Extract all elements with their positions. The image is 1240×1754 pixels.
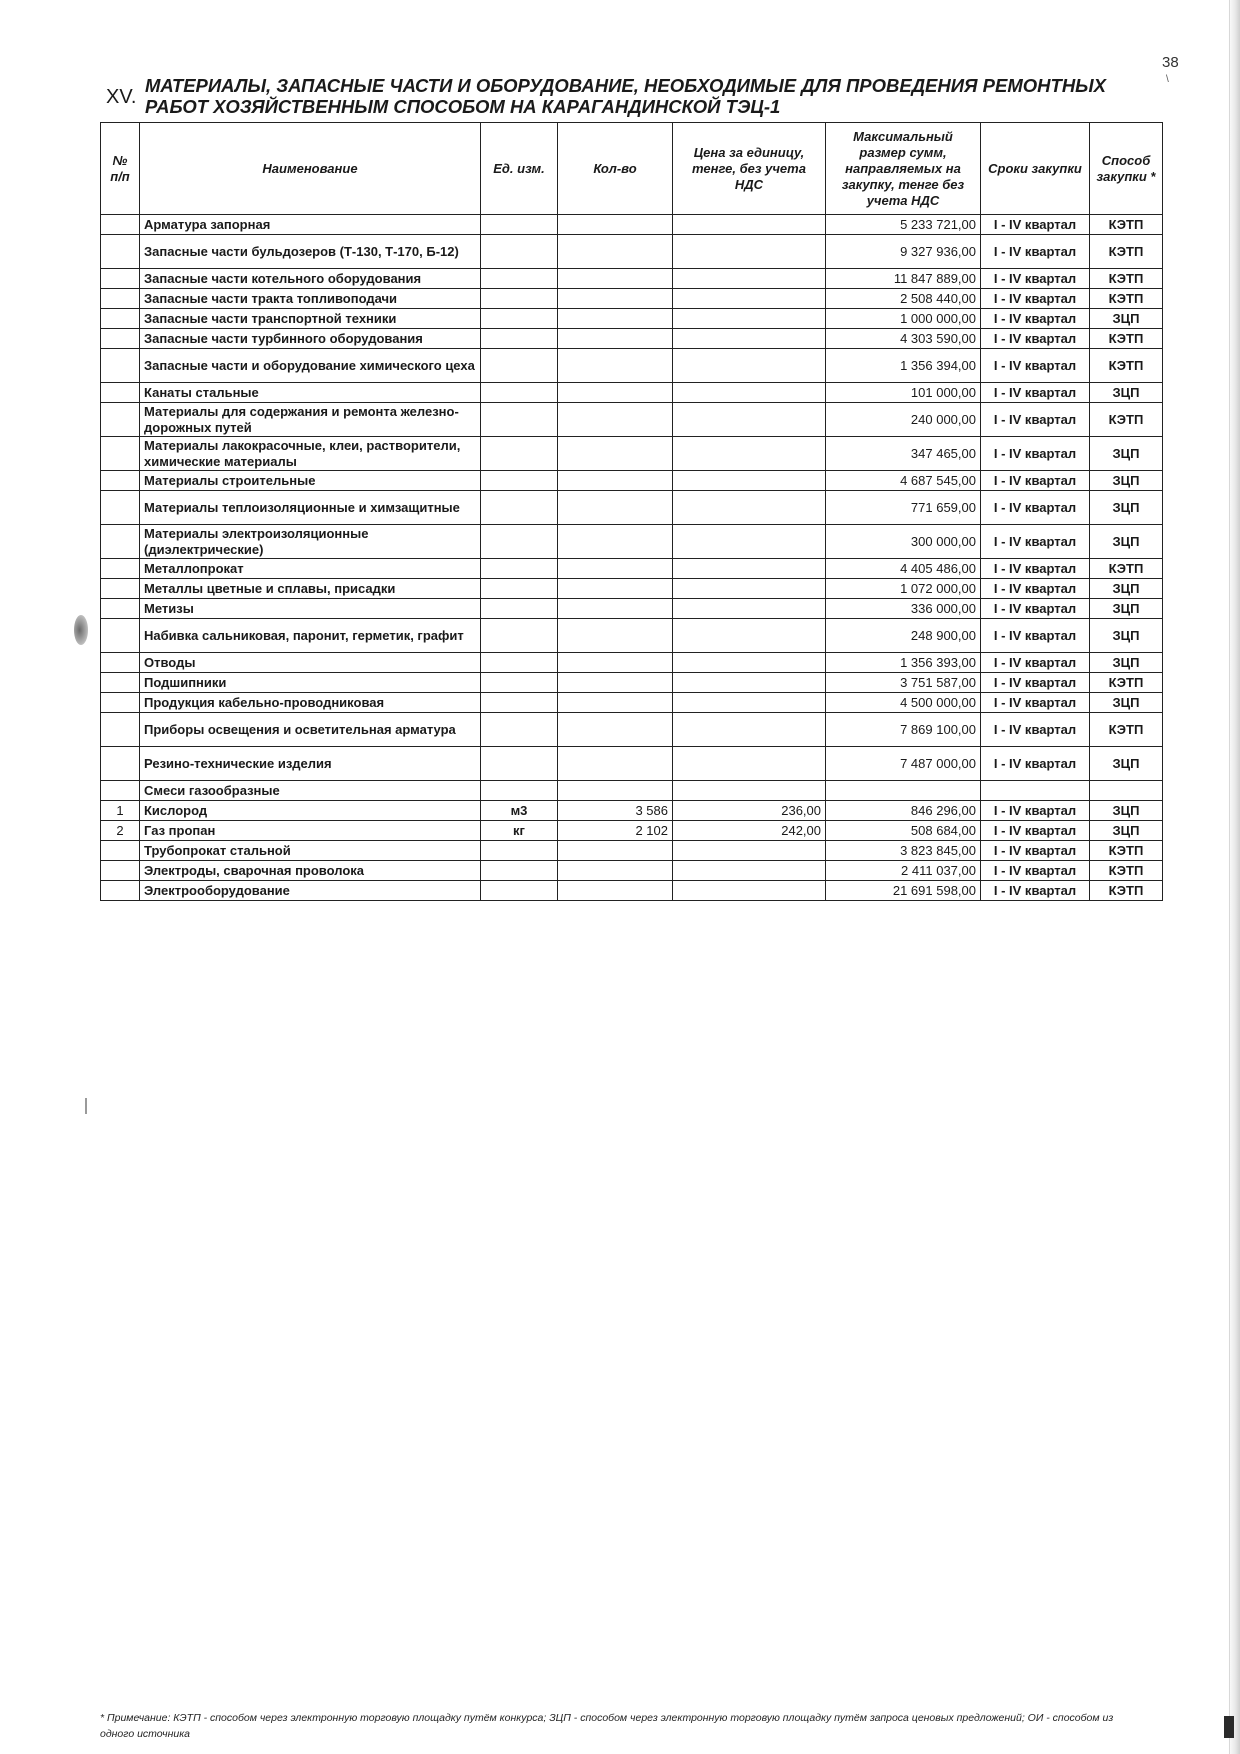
- cell-method: КЭТП: [1090, 713, 1163, 747]
- table-row: [101, 289, 1163, 309]
- cell-max-amount: 1 072 000,00: [826, 579, 981, 599]
- cell-unit: [481, 491, 558, 525]
- cell-unit: [481, 881, 558, 901]
- table-row: [101, 841, 1163, 861]
- cell-term: I - IV квартал: [981, 653, 1090, 673]
- section-number: XV.: [106, 86, 137, 108]
- cell-price: [673, 235, 826, 269]
- cell-qty: [558, 881, 673, 901]
- page-number: 38: [1162, 54, 1179, 71]
- cell-name: Продукция кабельно-проводниковая: [140, 693, 481, 713]
- cell-qty: 2 102: [558, 821, 673, 841]
- cell-name: Набивка сальниковая, паронит, герметик, графит: [140, 619, 481, 653]
- cell-unit: [481, 349, 558, 383]
- cell-term: I - IV квартал: [981, 599, 1090, 619]
- cell-max-amount: 300 000,00: [826, 525, 981, 559]
- cell-method: КЭТП: [1090, 841, 1163, 861]
- cell-max-amount: 5 233 721,00: [826, 215, 981, 235]
- cell-qty: [558, 289, 673, 309]
- cell-qty: [558, 693, 673, 713]
- scan-edge-line: [1229, 0, 1230, 1754]
- cell-price: 236,00: [673, 801, 826, 821]
- cell-unit: [481, 383, 558, 403]
- cell-qty: [558, 471, 673, 491]
- cell-name: Материалы теплоизоляционные и химзащитные: [140, 491, 481, 525]
- cell-max-amount: [826, 781, 981, 801]
- cell-num: [101, 713, 140, 747]
- header-term: Сроки закупки: [981, 123, 1090, 215]
- cell-name: Запасные части бульдозеров (Т-130, Т-170, Б-12): [140, 235, 481, 269]
- cell-num: [101, 599, 140, 619]
- cell-method: КЭТП: [1090, 861, 1163, 881]
- cell-max-amount: 771 659,00: [826, 491, 981, 525]
- cell-price: [673, 881, 826, 901]
- cell-term: I - IV квартал: [981, 289, 1090, 309]
- cell-term: [981, 781, 1090, 801]
- cell-max-amount: 3 751 587,00: [826, 673, 981, 693]
- cell-method: КЭТП: [1090, 559, 1163, 579]
- cell-method: КЭТП: [1090, 235, 1163, 269]
- cell-qty: [558, 215, 673, 235]
- cell-method: ЗЦП: [1090, 471, 1163, 491]
- cell-term: I - IV квартал: [981, 747, 1090, 781]
- table-row: [101, 693, 1163, 713]
- header-max-amount: Максимальный размер сумм, направляемых на закупку, тенге без учета НДС: [826, 123, 981, 215]
- cell-max-amount: 1 356 393,00: [826, 653, 981, 673]
- table-row: [101, 579, 1163, 599]
- cell-name: Трубопрокат стальной: [140, 841, 481, 861]
- cell-price: [673, 383, 826, 403]
- cell-num: [101, 525, 140, 559]
- cell-method: ЗЦП: [1090, 383, 1163, 403]
- cell-method: ЗЦП: [1090, 579, 1163, 599]
- cell-max-amount: 2 508 440,00: [826, 289, 981, 309]
- table-header-row: [101, 123, 1163, 215]
- cell-unit: [481, 841, 558, 861]
- cell-term: I - IV квартал: [981, 579, 1090, 599]
- cell-price: [673, 289, 826, 309]
- cell-term: I - IV квартал: [981, 525, 1090, 559]
- cell-unit: [481, 215, 558, 235]
- table-row: [101, 471, 1163, 491]
- cell-method: КЭТП: [1090, 269, 1163, 289]
- header-name: Наименование: [140, 123, 481, 215]
- cell-num: [101, 781, 140, 801]
- cell-num: [101, 309, 140, 329]
- cell-unit: кг: [481, 821, 558, 841]
- cell-price: 242,00: [673, 821, 826, 841]
- cell-max-amount: 336 000,00: [826, 599, 981, 619]
- cell-name: Материалы строительные: [140, 471, 481, 491]
- cell-qty: [558, 235, 673, 269]
- cell-price: [673, 269, 826, 289]
- cell-max-amount: 21 691 598,00: [826, 881, 981, 901]
- cell-max-amount: 4 687 545,00: [826, 471, 981, 491]
- cell-name: Материалы для содержания и ремонта железно-дорожных путей: [140, 403, 481, 437]
- cell-qty: [558, 491, 673, 525]
- punch-tick: [85, 1098, 87, 1114]
- cell-max-amount: 4 405 486,00: [826, 559, 981, 579]
- cell-method: КЭТП: [1090, 215, 1163, 235]
- cell-max-amount: 11 847 889,00: [826, 269, 981, 289]
- cell-term: I - IV квартал: [981, 235, 1090, 269]
- cell-name: Электроды, сварочная проволока: [140, 861, 481, 881]
- cell-max-amount: 9 327 936,00: [826, 235, 981, 269]
- cell-price: [673, 215, 826, 235]
- cell-method: ЗЦП: [1090, 437, 1163, 471]
- cell-unit: [481, 747, 558, 781]
- cell-qty: [558, 329, 673, 349]
- cell-max-amount: 508 684,00: [826, 821, 981, 841]
- cell-term: I - IV квартал: [981, 861, 1090, 881]
- cell-term: I - IV квартал: [981, 437, 1090, 471]
- cell-unit: [481, 559, 558, 579]
- cell-price: [673, 599, 826, 619]
- table-row: [101, 349, 1163, 383]
- cell-num: [101, 747, 140, 781]
- cell-term: I - IV квартал: [981, 329, 1090, 349]
- cell-term: I - IV квартал: [981, 215, 1090, 235]
- header-method: Способ закупки *: [1090, 123, 1163, 215]
- cell-term: I - IV квартал: [981, 349, 1090, 383]
- cell-num: [101, 673, 140, 693]
- cell-unit: [481, 693, 558, 713]
- table-row: [101, 747, 1163, 781]
- table-row: [101, 821, 1163, 841]
- cell-max-amount: 248 900,00: [826, 619, 981, 653]
- cell-term: I - IV квартал: [981, 471, 1090, 491]
- cell-name: Запасные части транспортной техники: [140, 309, 481, 329]
- cell-qty: [558, 403, 673, 437]
- cell-name: Метизы: [140, 599, 481, 619]
- table-row: [101, 801, 1163, 821]
- cell-num: [101, 471, 140, 491]
- cell-max-amount: 1 000 000,00: [826, 309, 981, 329]
- cell-num: [101, 693, 140, 713]
- cell-price: [673, 525, 826, 559]
- cell-term: I - IV квартал: [981, 821, 1090, 841]
- cell-qty: 3 586: [558, 801, 673, 821]
- header-unit: Ед. изм.: [481, 123, 558, 215]
- cell-unit: [481, 579, 558, 599]
- table-row: [101, 559, 1163, 579]
- table-row: [101, 437, 1163, 471]
- cell-method: ЗЦП: [1090, 801, 1163, 821]
- cell-term: I - IV квартал: [981, 693, 1090, 713]
- cell-method: КЭТП: [1090, 349, 1163, 383]
- cell-name: Приборы освещения и осветительная арматура: [140, 713, 481, 747]
- cell-name: Материалы лакокрасочные, клеи, растворители, химические материалы: [140, 437, 481, 471]
- cell-num: [101, 289, 140, 309]
- cell-unit: [481, 309, 558, 329]
- cell-unit: [481, 653, 558, 673]
- cell-term: I - IV квартал: [981, 403, 1090, 437]
- cell-method: КЭТП: [1090, 673, 1163, 693]
- cell-qty: [558, 841, 673, 861]
- cell-unit: [481, 713, 558, 747]
- cell-name: Металлопрокат: [140, 559, 481, 579]
- cell-price: [673, 747, 826, 781]
- cell-num: [101, 881, 140, 901]
- cell-price: [673, 471, 826, 491]
- cell-method: ЗЦП: [1090, 693, 1163, 713]
- cell-num: [101, 619, 140, 653]
- table-row: [101, 403, 1163, 437]
- cell-price: [673, 693, 826, 713]
- cell-name: Запасные части котельного оборудования: [140, 269, 481, 289]
- cell-max-amount: 2 411 037,00: [826, 861, 981, 881]
- table-row: [101, 653, 1163, 673]
- cell-name: Запасные части турбинного оборудования: [140, 329, 481, 349]
- cell-qty: [558, 437, 673, 471]
- table-row: [101, 309, 1163, 329]
- cell-num: [101, 235, 140, 269]
- cell-num: [101, 579, 140, 599]
- cell-method: ЗЦП: [1090, 747, 1163, 781]
- table-row: [101, 673, 1163, 693]
- cell-term: I - IV квартал: [981, 491, 1090, 525]
- cell-num: [101, 215, 140, 235]
- cell-unit: [481, 437, 558, 471]
- cell-unit: м3: [481, 801, 558, 821]
- cell-method: ЗЦП: [1090, 599, 1163, 619]
- cell-name: Смеси газообразные: [140, 781, 481, 801]
- table-row: [101, 781, 1163, 801]
- cell-price: [673, 653, 826, 673]
- cell-term: I - IV квартал: [981, 269, 1090, 289]
- cell-method: [1090, 781, 1163, 801]
- table-row: [101, 235, 1163, 269]
- cell-qty: [558, 653, 673, 673]
- table-row: [101, 861, 1163, 881]
- cell-name: Кислород: [140, 801, 481, 821]
- cell-name: Резино-технические изделия: [140, 747, 481, 781]
- procurement-table: [100, 122, 1163, 901]
- header-qty: Кол-во: [558, 123, 673, 215]
- cell-price: [673, 713, 826, 747]
- cell-qty: [558, 269, 673, 289]
- cell-max-amount: 101 000,00: [826, 383, 981, 403]
- cell-qty: [558, 309, 673, 329]
- cell-price: [673, 329, 826, 349]
- cell-price: [673, 673, 826, 693]
- cell-max-amount: 240 000,00: [826, 403, 981, 437]
- cell-unit: [481, 619, 558, 653]
- cell-unit: [481, 289, 558, 309]
- cell-unit: [481, 269, 558, 289]
- cell-unit: [481, 599, 558, 619]
- cell-unit: [481, 673, 558, 693]
- table-row: [101, 269, 1163, 289]
- cell-max-amount: 4 303 590,00: [826, 329, 981, 349]
- cell-num: [101, 559, 140, 579]
- cell-price: [673, 579, 826, 599]
- cell-num: [101, 269, 140, 289]
- table-row: [101, 619, 1163, 653]
- cell-price: [673, 437, 826, 471]
- cell-name: Арматура запорная: [140, 215, 481, 235]
- cell-num: [101, 861, 140, 881]
- cell-qty: [558, 747, 673, 781]
- cell-qty: [558, 599, 673, 619]
- cell-price: [673, 403, 826, 437]
- document-title: МАТЕРИАЛЫ, ЗАПАСНЫЕ ЧАСТИ И ОБОРУДОВАНИЕ, НЕОБХОДИМЫЕ ДЛЯ ПРОВЕДЕНИЯ РЕМОНТНЫХ РАБОТ ХОЗЯЙСТВЕННЫМ СПОСОБОМ НА КАРАГАНДИНСКОЙ ТЭЦ-1: [145, 75, 1107, 117]
- cell-num: [101, 383, 140, 403]
- cell-max-amount: 4 500 000,00: [826, 693, 981, 713]
- cell-num: [101, 349, 140, 383]
- cell-name: Канаты стальные: [140, 383, 481, 403]
- cell-method: КЭТП: [1090, 881, 1163, 901]
- cell-num: [101, 491, 140, 525]
- cell-name: Подшипники: [140, 673, 481, 693]
- cell-term: I - IV квартал: [981, 801, 1090, 821]
- cell-method: КЭТП: [1090, 403, 1163, 437]
- cell-method: ЗЦП: [1090, 619, 1163, 653]
- cell-qty: [558, 713, 673, 747]
- cell-unit: [481, 235, 558, 269]
- cell-qty: [558, 781, 673, 801]
- cell-name: Отводы: [140, 653, 481, 673]
- cell-price: [673, 861, 826, 881]
- cell-unit: [481, 403, 558, 437]
- cell-price: [673, 309, 826, 329]
- header-num: № п/п: [101, 123, 140, 215]
- cell-num: [101, 841, 140, 861]
- cell-method: ЗЦП: [1090, 491, 1163, 525]
- cell-max-amount: 1 356 394,00: [826, 349, 981, 383]
- cell-name: Запасные части тракта топливоподачи: [140, 289, 481, 309]
- cell-price: [673, 349, 826, 383]
- cell-name: Металлы цветные и сплавы, присадки: [140, 579, 481, 599]
- header-price: Цена за единицу, тенге, без учета НДС: [673, 123, 826, 215]
- cell-unit: [481, 525, 558, 559]
- cell-method: ЗЦП: [1090, 525, 1163, 559]
- cell-name: Электрооборудование: [140, 881, 481, 901]
- table-row: [101, 329, 1163, 349]
- cell-unit: [481, 329, 558, 349]
- cell-qty: [558, 861, 673, 881]
- cell-term: I - IV квартал: [981, 673, 1090, 693]
- cell-qty: [558, 525, 673, 559]
- cell-num: 2: [101, 821, 140, 841]
- cell-term: I - IV квартал: [981, 619, 1090, 653]
- cell-method: ЗЦП: [1090, 653, 1163, 673]
- cell-max-amount: 7 487 000,00: [826, 747, 981, 781]
- cell-price: [673, 619, 826, 653]
- cell-qty: [558, 579, 673, 599]
- cell-num: [101, 403, 140, 437]
- cell-qty: [558, 383, 673, 403]
- cell-method: КЭТП: [1090, 289, 1163, 309]
- cell-method: КЭТП: [1090, 329, 1163, 349]
- cell-method: ЗЦП: [1090, 821, 1163, 841]
- cell-name: Газ пропан: [140, 821, 481, 841]
- table-row: [101, 599, 1163, 619]
- cell-name: Материалы электроизоляционные (диэлектрические): [140, 525, 481, 559]
- table-row: [101, 525, 1163, 559]
- cell-max-amount: 7 869 100,00: [826, 713, 981, 747]
- cell-max-amount: 846 296,00: [826, 801, 981, 821]
- cell-price: [673, 841, 826, 861]
- cell-qty: [558, 619, 673, 653]
- cell-term: I - IV квартал: [981, 881, 1090, 901]
- table-row: [101, 215, 1163, 235]
- table-row: [101, 491, 1163, 525]
- cell-term: I - IV квартал: [981, 841, 1090, 861]
- cell-num: [101, 329, 140, 349]
- cell-term: I - IV квартал: [981, 559, 1090, 579]
- cell-qty: [558, 349, 673, 383]
- cell-unit: [481, 861, 558, 881]
- table-row: [101, 881, 1163, 901]
- footnote: * Примечание: КЭТП - способом через электронную торговую площадку путём конкурса; ЗЦП - способом через электронную торговую площадку путём запроса ценовых предложений; ОИ - способом из одного источника: [100, 1712, 1114, 1740]
- cell-max-amount: 347 465,00: [826, 437, 981, 471]
- cell-num: [101, 653, 140, 673]
- cell-price: [673, 559, 826, 579]
- cell-unit: [481, 781, 558, 801]
- punch-hole: [74, 615, 88, 645]
- table-row: [101, 383, 1163, 403]
- scan-corner-mark: [1224, 1716, 1234, 1738]
- table-row: [101, 713, 1163, 747]
- cell-method: ЗЦП: [1090, 309, 1163, 329]
- cell-qty: [558, 673, 673, 693]
- cell-max-amount: 3 823 845,00: [826, 841, 981, 861]
- cell-price: [673, 491, 826, 525]
- cell-qty: [558, 559, 673, 579]
- cell-term: I - IV квартал: [981, 383, 1090, 403]
- cell-term: I - IV квартал: [981, 309, 1090, 329]
- cell-num: 1: [101, 801, 140, 821]
- cell-num: [101, 437, 140, 471]
- cell-price: [673, 781, 826, 801]
- cell-name: Запасные части и оборудование химического цеха: [140, 349, 481, 383]
- cell-term: I - IV квартал: [981, 713, 1090, 747]
- page-mark: \: [1166, 74, 1169, 85]
- cell-unit: [481, 471, 558, 491]
